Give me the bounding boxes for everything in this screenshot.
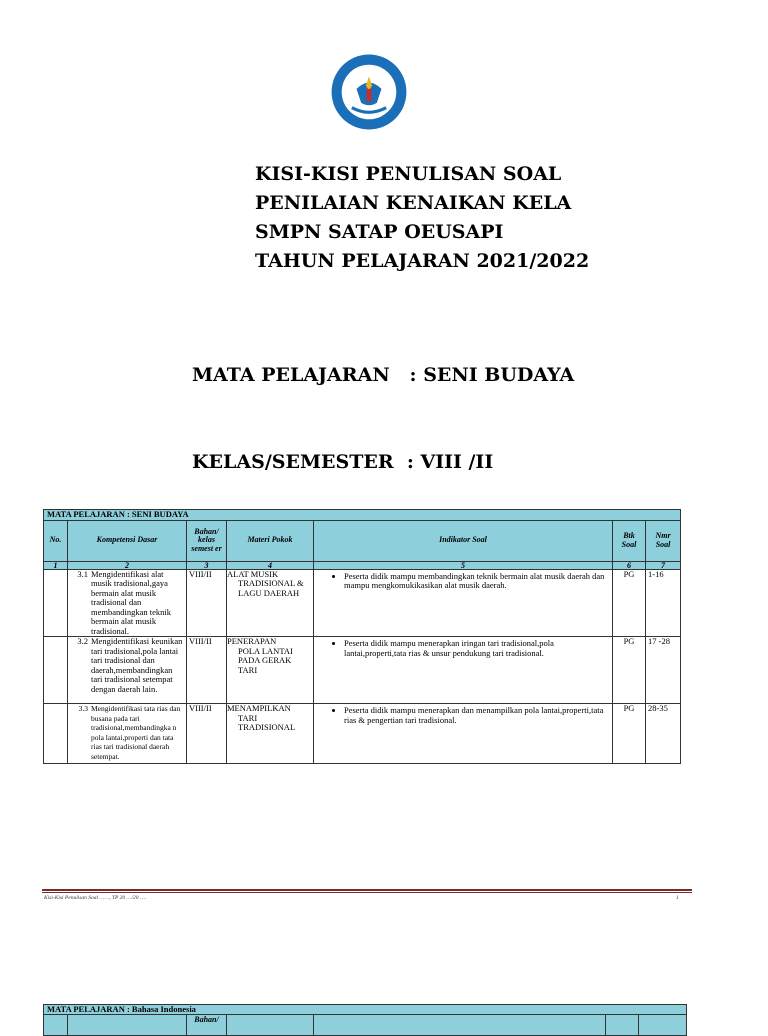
indikator-item: • Peserta didik mampu menerapkan dan menampilkan pola lantai,properti,tata rias & pengertian tari tradisional. xyxy=(344,706,610,725)
kelas-label: KELAS/SEMESTER xyxy=(192,451,394,473)
kelas-line: KELAS/SEMESTER : VIII /II xyxy=(192,451,494,473)
table2-header-cell xyxy=(314,1015,606,1036)
header-materi: Materi Pokok xyxy=(227,520,314,561)
kelas-cell: VIII/II xyxy=(187,637,227,704)
bentuk-cell: PG xyxy=(613,569,646,637)
materi-first: ALAT MUSIK xyxy=(227,568,279,579)
materi-first: PENERAPAN xyxy=(227,636,277,646)
mapel-value: SENI BUDAYA xyxy=(423,364,575,386)
kompetensi-cell xyxy=(68,704,187,764)
indikator-cell xyxy=(314,637,613,704)
header-indikator: Indikator Soal xyxy=(314,520,613,561)
materi-cell xyxy=(227,704,314,764)
col-num: 5 xyxy=(314,561,613,569)
nomor-cell: 1-16 xyxy=(646,569,681,637)
table2-header-cell xyxy=(68,1015,187,1036)
kd-text: Mengidentifikasi alat musik tradisional,gaya bermain alat musik tradisional dan membandingkan teknik bermain alat musik tradisional. xyxy=(91,568,172,636)
table2-header-row xyxy=(44,1015,687,1036)
indikator-item: • Peserta didik mampu menerapkan iringan tari tradisional,pola lantai,properti,tata rias & unsur pendukung tari tradisional. xyxy=(344,639,610,658)
table2-header-cell xyxy=(639,1015,687,1036)
kd-number: 3.2 xyxy=(77,636,88,646)
kisi-table-2 xyxy=(43,1004,687,1036)
header-nomor: Nmr Soal xyxy=(646,520,681,561)
footer-rule xyxy=(42,889,692,891)
row-no xyxy=(44,637,68,704)
title-line-3: SMPN SATAP OEUSAPI xyxy=(255,221,504,243)
col-num: 4 xyxy=(227,561,314,569)
table-row xyxy=(44,569,681,637)
table2-header-kelas: Bahan/ xyxy=(187,1015,227,1036)
col-num: 6 xyxy=(613,561,646,569)
title-line-1: KISI-KISI PENULISAN SOAL xyxy=(255,163,562,185)
col-num: 2 xyxy=(68,561,187,569)
table-caption-row xyxy=(44,510,681,521)
indikator-item: • Peserta didik mampu membandingkan teknik bermain alat musik daerah dan mampu mengkomukikasikan alat musik daerah. xyxy=(344,572,610,591)
tut-wuri-handayani-logo xyxy=(330,53,408,131)
col-num: 1 xyxy=(44,561,68,569)
materi-cell xyxy=(227,569,314,637)
header-kelas: Bahan/ kelas semest er xyxy=(187,520,227,561)
bentuk-cell: PG xyxy=(613,637,646,704)
materi-rest: POLA LANTAI PADA GERAK TARI xyxy=(238,645,293,675)
bentuk-cell: PG xyxy=(613,704,646,764)
column-number-row xyxy=(44,561,681,569)
mapel-label: MATA PELAJARAN xyxy=(192,364,390,386)
row-no xyxy=(44,569,68,637)
table2-caption: MATA PELAJARAN : Bahasa Indonesia xyxy=(44,1005,687,1015)
table-header-row xyxy=(44,520,681,561)
title-line-4: TAHUN PELAJARAN 2021/2022 xyxy=(255,250,590,272)
kelas-cell: VIII/II xyxy=(187,569,227,637)
table-row xyxy=(44,704,681,764)
header-no: No. xyxy=(44,520,68,561)
materi-rest: TRADISIONAL & LAGU DAERAH xyxy=(238,578,304,598)
kisi-table xyxy=(43,509,681,764)
table-caption: MATA PELAJARAN : SENI BUDAYA xyxy=(44,510,681,521)
kd-number: 3.3 xyxy=(78,704,88,713)
indikator-cell xyxy=(314,704,613,764)
document-title xyxy=(255,160,589,276)
col-num: 7 xyxy=(646,561,681,569)
page-number: 1 xyxy=(676,895,679,901)
footer-rule-thin xyxy=(42,892,692,893)
kd-text: Mengidentifikasi tata rias dan busana pada tari tradisional,membandingka n pola lantai,properti dan tata rias tari tradisional daerah setempat. xyxy=(91,704,181,761)
materi-cell xyxy=(227,637,314,704)
header-bentuk: Btk Soal xyxy=(613,520,646,561)
kelas-cell: VIII/II xyxy=(187,704,227,764)
row-no xyxy=(44,704,68,764)
footer-text: Kisi-Kisi Penulisan Soal ……, TP 20 …/20 …. xyxy=(44,895,147,901)
table2-caption-row xyxy=(44,1005,687,1015)
nomor-cell: 17 -28 xyxy=(646,637,681,704)
indikator-cell xyxy=(314,569,613,637)
kd-text: Mengidentifikasi keunikan tari tradisional,pola lantai tari tradisional dan daerah,membandingkan tari tradisional setempat dengan daerah lain. xyxy=(91,636,183,694)
kd-number: 3.1 xyxy=(77,568,88,579)
col-num: 3 xyxy=(187,561,227,569)
materi-first: MENAMPILKAN xyxy=(227,703,291,713)
materi-rest: TARI TRADISIONAL xyxy=(238,712,296,732)
nomor-cell: 28-35 xyxy=(646,704,681,764)
kelas-value: VIII /II xyxy=(420,451,494,473)
table2-header-cell xyxy=(44,1015,68,1036)
table-row xyxy=(44,637,681,704)
table2-header-cell xyxy=(227,1015,314,1036)
title-line-2: PENILAIAN KENAIKAN KELA xyxy=(255,192,572,214)
kompetensi-cell xyxy=(68,569,187,637)
kompetensi-cell xyxy=(68,637,187,704)
logo-pen xyxy=(367,89,372,101)
mapel-line: MATA PELAJARAN : SENI BUDAYA xyxy=(192,364,575,386)
table2-header-cell xyxy=(606,1015,639,1036)
subject-info xyxy=(192,303,574,506)
header-kompetensi: Kompetensi Dasar xyxy=(68,520,187,561)
